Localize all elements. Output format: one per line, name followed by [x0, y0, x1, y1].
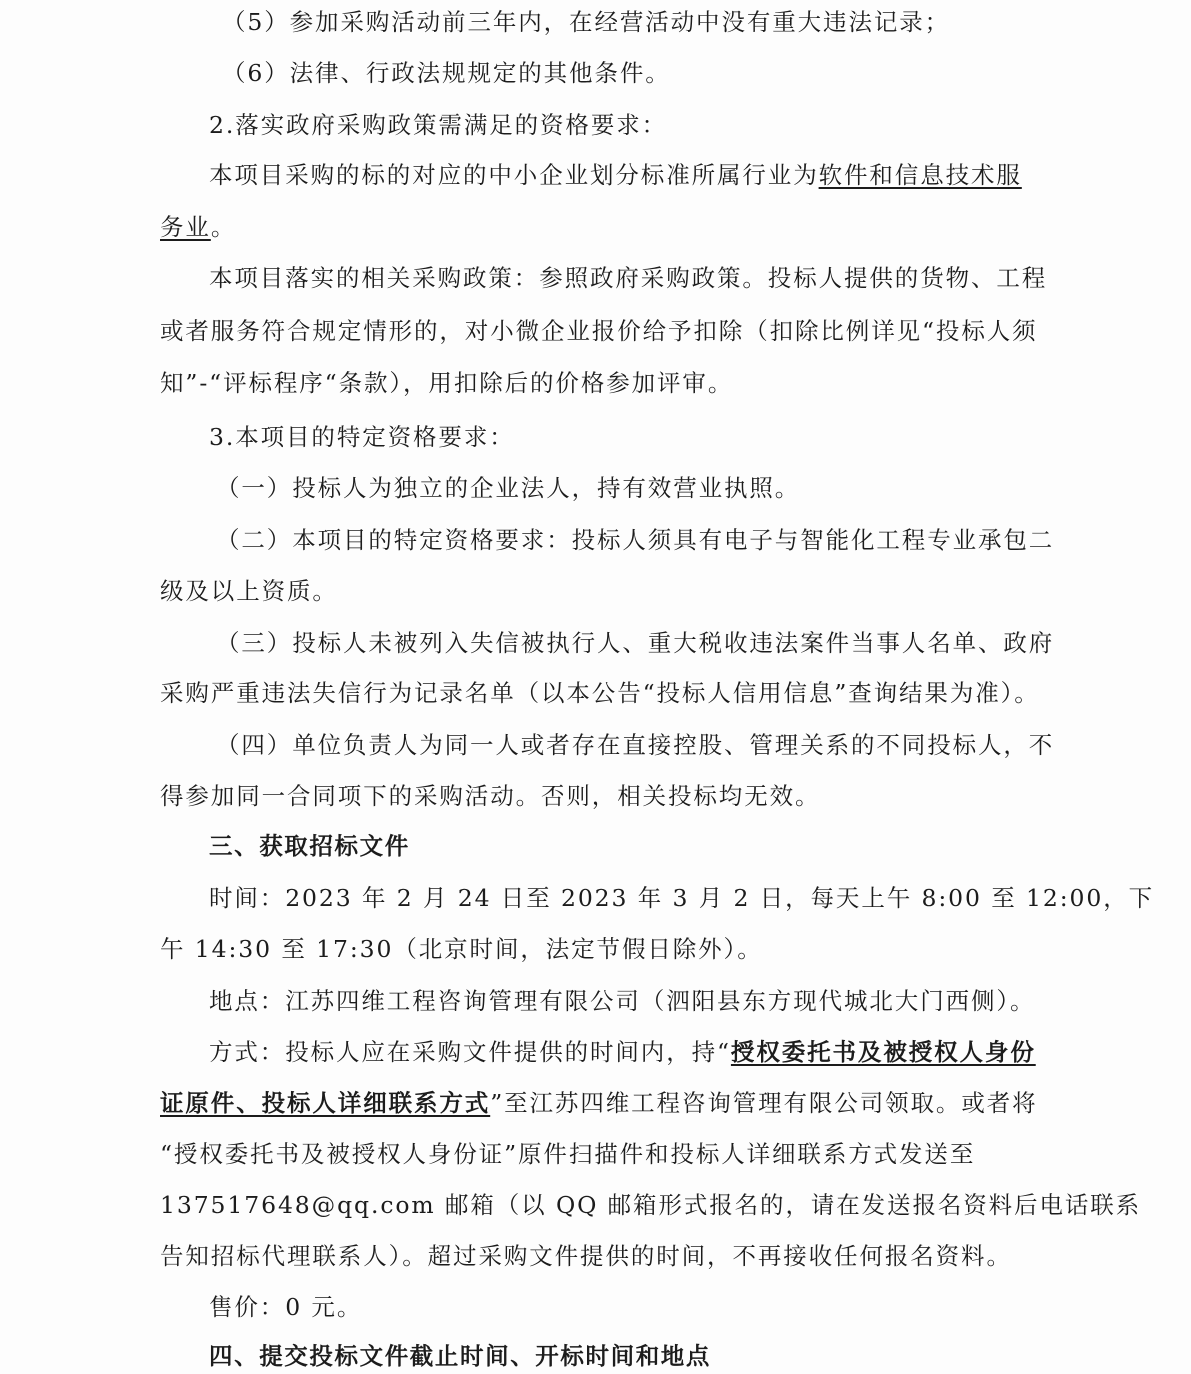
section-2-paragraph-2-line-3: 知”-“评标程序“条款），用扣除后的价格参加评审。 [160, 369, 734, 397]
item-5: （5）参加采购活动前三年内，在经营活动中没有重大违法记录； [222, 8, 951, 36]
industry-underlined: 务业 [160, 213, 211, 241]
section-3-item-3: （三）投标人未被列入失信被执行人、重大税收违法案件当事人名单、政府 [216, 629, 1055, 657]
item-6: （6）法律、行政法规规定的其他条件。 [222, 59, 671, 87]
section-3-item-3-line-2: 采购严重违法失信行为记录名单（以本公告“投标人信用信息”查询结果为准）。 [160, 679, 1040, 707]
time-line-1: 时间：2023 年 2 月 24 日至 2023 年 3 月 2 日，每天上午 8:00 至 12:00，下 [209, 884, 1155, 912]
section-3-item-4: （四）单位负责人为同一人或者存在直接控股、管理关系的不同投标人，不 [216, 731, 1055, 759]
section-3-item-4-line-2: 得参加同一合同项下的采购活动。否则，相关投标均无效。 [160, 782, 821, 810]
method-line-1 [209, 1037, 1036, 1067]
method-line-5: 告知招标代理联系人）。超过采购文件提供的时间，不再接收任何报名资料。 [160, 1242, 1012, 1270]
required-docs-underlined: 证原件、投标人详细联系方式 [160, 1089, 491, 1117]
industry-underlined: 软件和信息技术服 [818, 161, 1022, 189]
text: 本项目采购的标的对应的中小企业划分标准所属行业为 [209, 161, 819, 189]
section-3-item-2-line-2: 级及以上资质。 [160, 577, 338, 605]
section-3-item-2: （二）本项目的特定资格要求：投标人须具有电子与智能化工程专业承包二 [216, 526, 1055, 554]
method-line-4: 137517648@qq.com 邮箱（以 QQ 邮箱形式报名的，请在发送报名资料后电话联系 [160, 1191, 1142, 1219]
part-4-heading: 四、提交投标文件截止时间、开标时间和地点 [209, 1342, 711, 1370]
section-2-paragraph-2-line-2: 或者服务符合规定情形的，对小微企业报价给予扣除（扣除比例详见“投标人须 [160, 317, 1038, 345]
section-3-item-1: （一）投标人为独立的企业法人，持有效营业执照。 [216, 474, 801, 502]
place-line: 地点：江苏四维工程咨询管理有限公司（泗阳县东方现代城北大门西侧）。 [209, 987, 1036, 1015]
method-line-3: “授权委托书及被授权人身份证”原件扫描件和投标人详细联系方式发送至 [160, 1140, 976, 1168]
text: ”至江苏四维工程咨询管理有限公司领取。或者将 [490, 1089, 1038, 1117]
section-2-paragraph-2: 本项目落实的相关采购政策：参照政府采购政策。投标人提供的货物、工程 [209, 264, 1048, 292]
section-3-title: 3.本项目的特定资格要求： [209, 423, 515, 451]
time-line-2: 午 14:30 至 17:30（北京时间，法定节假日除外）。 [160, 935, 763, 963]
method-line-2 [160, 1088, 1038, 1118]
text: 方式：投标人应在采购文件提供的时间内，持“ [209, 1038, 731, 1066]
section-2-paragraph-1-cont [160, 212, 236, 242]
required-docs-underlined: 授权委托书及被授权人身份 [730, 1038, 1036, 1066]
price-line: 售价：0 元。 [209, 1293, 363, 1321]
section-2-title: 2.落实政府采购政策需满足的资格要求： [209, 111, 668, 139]
text: 。 [210, 213, 237, 241]
section-2-paragraph-1 [209, 160, 1022, 190]
part-3-heading: 三、获取招标文件 [209, 832, 410, 860]
